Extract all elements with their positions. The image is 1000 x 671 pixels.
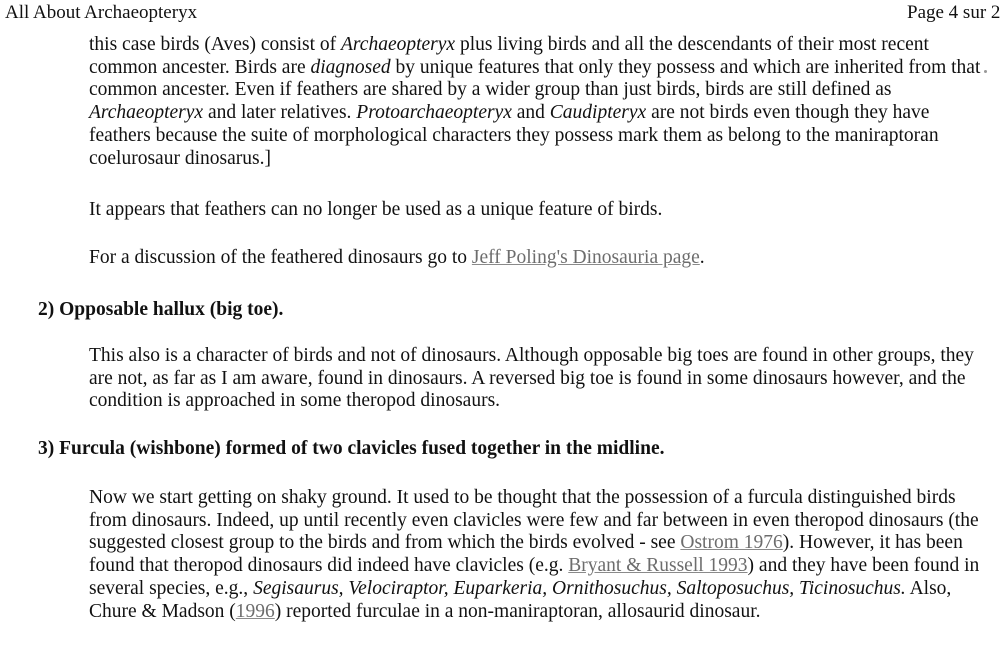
scan-speck: [984, 70, 987, 73]
paragraph-hallux: [89, 345, 989, 413]
paragraph-text: [89, 34, 989, 170]
text-run: and later relatives.: [203, 102, 357, 124]
text-run: Also, Chure & Madson (: [89, 577, 952, 622]
section-heading-furcula: 3) Furcula (wishbone) formed of two clavicles fused together in the midline.: [38, 438, 665, 459]
text-run: ) reported furculae in a non-maniraptoran, allosaurid dinosaur.: [274, 600, 761, 622]
page-header-title: All About Archaeopteryx: [5, 2, 198, 23]
text-run: ) and they have been found in several species, e.g.,: [89, 555, 980, 599]
text-run: Now we start getting on shaky ground. It used to be thought that the possession of a furcula distinguished birds from dinosaurs. Indeed, up until recently even clavicles were few and far between in even theropod dinosaurs (the suggested closest group to the birds and from which the birds evolved - see: [89, 487, 979, 554]
text-run: .: [699, 247, 705, 268]
paragraph-text: It appears that feathers can no longer be used as a unique feature of birds.: [89, 199, 663, 220]
text-run: this case birds (Aves) consist of: [89, 34, 342, 55]
paragraph-feathered-dinosaurs: [89, 247, 989, 270]
italic-taxon: Archaeopteryx: [341, 34, 456, 55]
italic-taxon: Archaeopteryx: [89, 102, 204, 124]
paragraph-text: [89, 487, 989, 623]
italic-taxon: Protoarchaeopteryx: [356, 102, 512, 124]
link-jeff-poling-dinosauria[interactable]: Jeff Poling's Dinosauria page: [471, 247, 700, 268]
paragraph-text: [89, 247, 989, 270]
text-run: and: [511, 102, 550, 124]
text-run: plus living birds and all the descendants of their most recent common ancester. Birds are: [89, 34, 929, 78]
link-bryant-russell-1993[interactable]: Bryant & Russell 1993: [568, 555, 748, 577]
text-run: For a discussion of the feathered dinosaurs go to: [89, 247, 472, 268]
paragraph-text: This also is a character of birds and not of dinosaurs. Although opposable big toes are found in other groups, they are not, as far as I am aware, found in dinosaurs. A reversed big toe is found in some dinosaurs however, and the condition is approached in some theropod dinosaurs.: [89, 345, 974, 412]
section-heading-hallux: 2) Opposable hallux (big toe).: [38, 299, 284, 320]
text-run: are not birds even though they have feathers because the suite of morphological characters they possess mark them as belong to the maniraptoran coelurosaur dinosarus.]: [89, 102, 939, 169]
italic-term: diagnosed: [310, 56, 391, 78]
text-run: ). However, it has been found that theropod dinosaurs did indeed have clavicles (e.g.: [89, 532, 963, 577]
link-ostrom-1976[interactable]: Ostrom 1976: [680, 532, 783, 554]
paragraph-feathers: [89, 199, 989, 222]
italic-taxa-list: Segisaurus, Velociraptor, Euparkeria, Ornithosuchus, Saltoposuchus, Ticinosuchus.: [253, 577, 906, 599]
text-run: by unique features that only they possess and which are inherited from that common ancester. Even if feathers are shared by a wider group than just birds, birds are still defined as: [89, 56, 981, 101]
paragraph-furcula: [89, 487, 989, 623]
link-1996[interactable]: 1996: [235, 600, 275, 622]
paragraph-birds-definition: [89, 34, 989, 170]
italic-taxon: Caudipteryx: [549, 102, 647, 124]
page-number: Page 4 sur 2: [907, 2, 1000, 23]
